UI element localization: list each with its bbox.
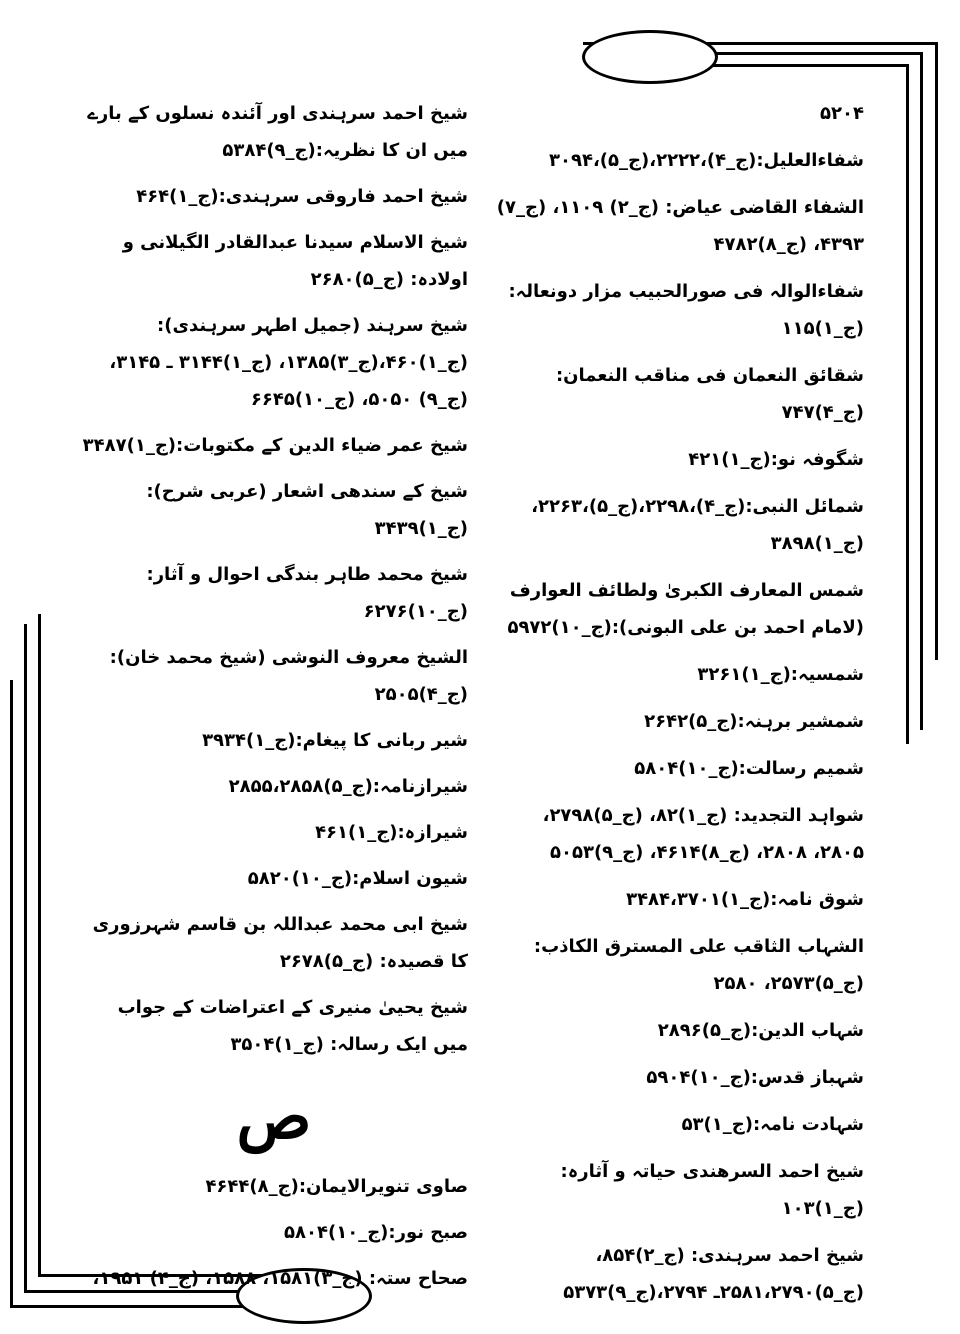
index-entry: شیخ احمد سرہندی اور آئندہ نسلوں کے بارے میں ان کا نظریہ:(ج_۹)۵۳۸۴ <box>87 103 468 161</box>
index-entry: شقائق النعمان فی مناقب النعمان:(ج_۴)۷۴۷ <box>555 365 864 423</box>
index-entry: شہاب الدین:(ج_۵)۲۸۹۶ <box>657 1020 864 1041</box>
index-entry: شوق نامہ:(ج_۱)۳۴۸۴،۳۷۰۱ <box>626 889 864 910</box>
index-entry: شیخ عمر ضیاء الدین کے مکتوبات:(ج_۱)۳۴۸۷ <box>82 435 468 456</box>
index-entry: شیر ربانی کا پیغام:(ج_۱)۳۹۳۴ <box>202 730 468 751</box>
index-entry: شفاءالوالہ فی صورالحبیب مزار دونعالہ:(ج_۱)۱۱۵ <box>508 281 864 339</box>
frame-right-line-inner <box>906 64 909 744</box>
index-entry: الشہاب الثاقب علی المسترق الکاذب: (ج_۵)۲۵۷۳، ۲۵۸۰ <box>533 936 864 994</box>
index-entry: شیخ سرہند (جمیل اطہر سرہندی): (ج_۱)۴۶۰،(ج_۳)۱۳۸۵، (ج_۱)۳۱۴۴ ـ ۳۱۴۵، (ج_۹) ۵۰۵۰، (ج_۱۰)۶۶۴۵ <box>109 315 468 410</box>
index-entry: شمس المعارف الکبریٰ ولطائف العوارف (لامام احمد بن علی البونی):(ج_۱۰)۵۹۷۲ <box>507 580 864 638</box>
index-entry: صبح نور:(ج_۱۰)۵۸۰۴ <box>284 1222 468 1243</box>
index-entry: صحاح ستہ: (ج_۳)۱۵۸۱، ۱۵۸۸، (ج_۴) ۱۹۵۱، <box>92 1268 468 1289</box>
index-entry: شیخ کے سندھی اشعار (عربی شرح):(ج_۱)۳۴۳۹ <box>146 481 468 539</box>
frame-left-line-inner <box>38 614 41 1276</box>
index-entry: شیخ محمد طاہر بندگی احوال و آثار:(ج_۱۰)۶۲۷۶ <box>146 564 468 622</box>
frame-left-line-outer <box>10 680 13 1308</box>
index-entry: شگوفہ نو:(ج_۱)۴۲۱ <box>688 449 864 470</box>
index-entry: شفاءالعلیل:(ج_۴)،۲۲۲۲،(ج_۵)،۳۰۹۴ <box>549 150 864 171</box>
frame-left-line-middle <box>24 624 27 1292</box>
index-entry: شیخ احمد فاروقی سرہندی:(ج_۱)۴۶۴ <box>136 186 468 207</box>
index-entry: شمسیہ:(ج_۱)۳۲۶۱ <box>697 664 864 685</box>
index-entry: شیون اسلام:(ج_۱۰)۵۸۲۰ <box>247 868 468 889</box>
index-entry: شہادت نامہ:(ج_۱)۵۳ <box>681 1114 864 1135</box>
index-entry: الشفاء القاضی عیاض: (ج_۲) ۱۱۰۹، (ج_۷) ۴۳۹۳، (ج_۸)۴۷۸۲ <box>496 197 864 255</box>
index-entry: شیخ احمد السرھندی حیاتہ و آثارہ:(ج_۱)۱۰۳ <box>560 1161 864 1219</box>
index-column-left <box>80 95 468 1306</box>
index-entry: شیخ احمد سرہندی: (ج_۲)۸۵۴،(ج_۵)۲۵۸۱،۲۷۹۰ـ ۲۷۹۴،(ج_۹)۵۳۷۳ <box>563 1245 864 1303</box>
index-entry: شیرازنامہ:(ج_۵)۲۸۵۵،۲۸۵۸ <box>228 776 468 797</box>
index-entry: شمائل النبی:(ج_۴)،۲۲۹۸،(ج_۵)،۲۲۶۳،(ج_۱)۳۸۹۸ <box>531 496 864 554</box>
index-entry: شیخ یحییٰ منیری کے اعتراضات کے جواب میں ایک رسالہ: (ج_۱)۳۵۰۴ <box>117 997 468 1055</box>
frame-top-oval-ornament <box>582 30 718 84</box>
index-entry: شمیم رسالت:(ج_۱۰)۵۸۰۴ <box>634 758 864 779</box>
index-entry: صاوی تنویرالایمان:(ج_۸)۴۶۴۴ <box>205 1176 468 1197</box>
index-entry: الشیخ معروف النوشی (شیخ محمد خان): (ج_۴)۲۵۰۵ <box>109 647 468 705</box>
index-entry: شواہد التجدید: (ج_۱)۸۲، (ج_۵)۲۷۹۸، ۲۸۰۵، ۲۸۰۸، (ج_۸)۴۶۱۴، (ج_۹)۵۰۵۳ <box>542 805 864 863</box>
index-column-right <box>486 95 864 1321</box>
index-entry: شہباز قدس:(ج_۱۰)۵۹۰۴ <box>646 1067 864 1088</box>
index-entry: شمشیر برہنہ:(ج_۵)۲۶۴۲ <box>644 711 864 732</box>
frame-right-line-outer <box>935 42 938 660</box>
section-heading-letter: ص <box>236 1080 312 1153</box>
index-entry: ۵۲۰۴ <box>820 103 864 124</box>
index-entry: شیخ الاسلام سیدنا عبدالقادر الگیلانی و اولادہ: (ج_۵)۲۶۸۰ <box>122 232 468 290</box>
index-entry: شیرازہ:(ج_۱)۴۶۱ <box>315 822 468 843</box>
index-entry: شیخ ابی محمد عبداللہ بن قاسم شہرزوری کا قصیدہ: (ج_۵)۲۶۷۸ <box>92 914 468 972</box>
frame-right-line-middle <box>920 52 923 730</box>
